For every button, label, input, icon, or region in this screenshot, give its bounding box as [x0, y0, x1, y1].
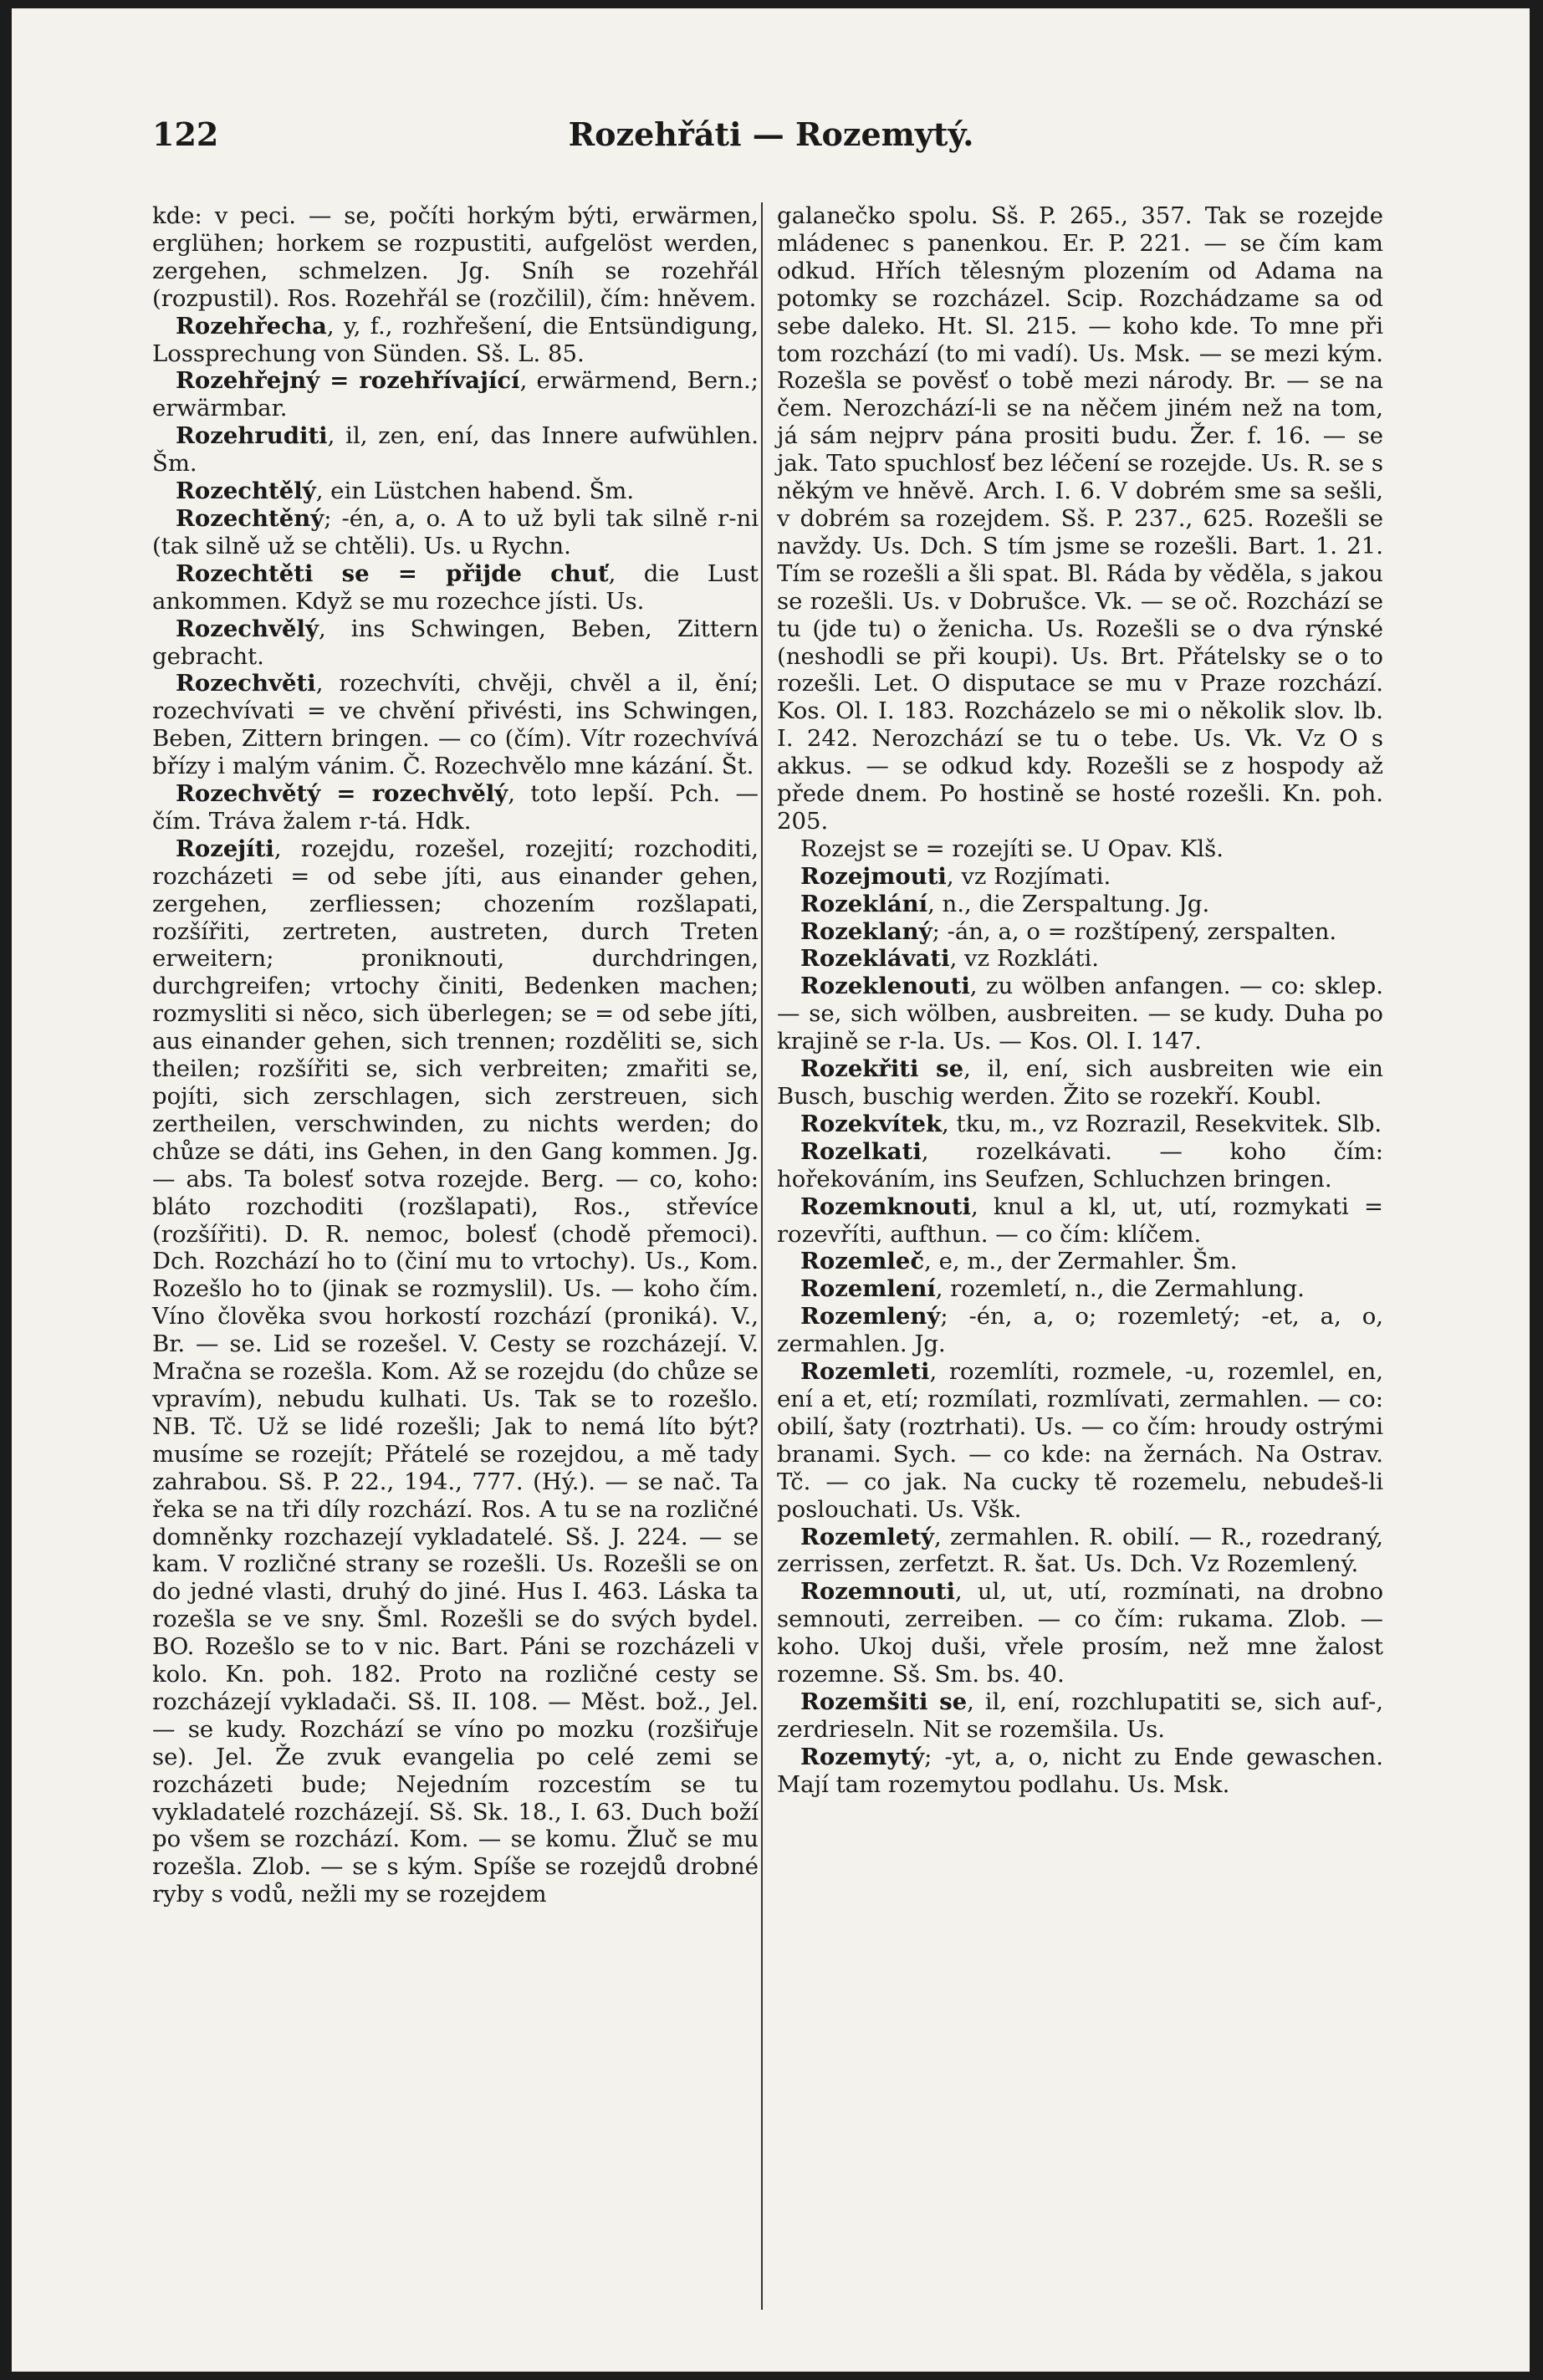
headword: Rozemknouti	[800, 1193, 971, 1220]
left-column	[152, 202, 759, 1908]
headword: Rozehřejný = rozehřívající	[176, 367, 520, 395]
column-divider	[761, 202, 763, 2310]
dictionary-entry: Rozechvělý, ins Schwingen, Beben, Zittern gebracht.	[152, 615, 759, 670]
dictionary-page	[12, 8, 1530, 2372]
headword: Rozeklávati	[800, 945, 950, 973]
right-column	[777, 202, 1383, 1799]
dictionary-entry: Rozejmouti, vz Rozjímati.	[800, 862, 1111, 890]
headword: Rozeklenouti	[800, 973, 970, 1000]
headword: Rozemytý	[800, 1743, 925, 1770]
headword: Rozejíti	[176, 835, 274, 862]
headword: Rozejmouti	[800, 862, 947, 890]
headword: Rozechtěti se = přijde chuť	[176, 559, 609, 587]
page-number: 122	[152, 115, 219, 153]
dictionary-entry: Rozehruditi, il, zen, ení, das Innere aufwühlen. Šm.	[152, 422, 759, 478]
dictionary-entry: Rozehřejný = rozehřívající, erwärmend, Bern.; erwärmbar.	[152, 367, 759, 422]
headword: Rozechvěti	[176, 670, 316, 697]
headword: Rozechvělý	[176, 615, 319, 642]
dictionary-entry: Rozeklávati, vz Rozkláti.	[800, 945, 1100, 973]
headword: Rozechvětý = rozechvělý	[176, 780, 508, 808]
headword: Rozehřecha	[176, 312, 327, 340]
headword: Rozehruditi	[176, 422, 328, 450]
dictionary-entry: Rozechtělý, ein Lüstchen habend. Šm.	[176, 478, 635, 505]
headword: Rozemleč	[800, 1248, 925, 1275]
headword: Rozemlený	[800, 1303, 941, 1330]
dictionary-entry: Rozemletý, zermahlen. R. obilí. — R., rozedraný, zerrissen, zerfetzt. R. šat. Us. Dch. Vz Rozemlený.	[777, 1523, 1383, 1578]
dictionary-entry: Rozemšiti se, il, ení, rozchlupatiti se, sich auf-, zerdrieseln. Nit se rozemšila. Us.	[777, 1688, 1383, 1743]
dictionary-entry: Rozelkati, rozelkávati. — koho čím: hořekováním, ins Seufzen, Schluchzen bringen.	[777, 1137, 1383, 1193]
headword: Rozemnouti	[800, 1578, 955, 1606]
dictionary-entry: Rozemlení, rozemletí, n., die Zermahlung.	[800, 1275, 1305, 1303]
dictionary-entry: Rozehřecha, y, f., rozhřešení, die Entsündigung, Lossprechung von Sünden. Sš. L. 85.	[152, 312, 759, 367]
dictionary-entry: Rozemleti, rozemlíti, rozmele, -u, rozemlel, en, ení a et, etí; rozmílati, rozmlívati, zermahlen. — co: obilí, šaty (roztrhati). Us. — co čím: hroudy ostrými branami. Sych. — co kde: na žernách. Na Ostrav. Tč. — co jak. Na cucky tě rozemelu, nebudeš-li poslouchati. Us. Všk.	[777, 1358, 1383, 1523]
dictionary-entry: galanečko spolu. Sš. P. 265., 357. Tak se rozejde mládenec s panenkou. Er. P. 221. — se čím kam odkud. Hřích tělesným plozením od Adama na potomky se rozcházel. Scip. Rozchádzame sa od sebe daleko. Ht. Sl. 215. — koho kde. To mne při tom rozchází (to mi vadí). Us. Msk. — se mezi kým. Rozešla se pověsť o tobě mezi národy. Br. — se na čem. Nerozchází-li se na něčem jiném než na tom, já sám nejprv pána prositi budu. Žer. f. 16. — se jak. Tato spuchlosť bez léčení se rozejde. Us. R. se s někým ve hněvě. Arch. I. 6. V dobrém sme sa sešli, v dobrém sa rozejdem. Sš. P. 237., 625. Rozešli se navždy. Us. Dch. S tím jsme se rozešli. Bart. 1. 21. Tím se rozešli a šli spat. Bl. Ráda by věděla, s jakou se rozešli. Us. v Dobrušce. Vk. — se oč. Rozchází se tu (jde tu) o ženicha. Us. Rozešli se o dva rýnské (neshodli se při koupi). Us. Brt. Přátelsky se o to rozešli. Let. O disputace se mu v Praze rozchází. Kos. Ol. I. 183. Rozcházelo se mi o několik slov. lb. I. 242. Nerozchází se tu o tebe. Us. Vk. Vz O s akkus. — se odkud kdy. Rozešli se z hospody až přede dnem. Po hostině se hosté rozešli. Kn. poh. 205.	[777, 202, 1383, 835]
dictionary-entry: Rozeklenouti, zu wölben anfangen. — co: sklep. — se, sich wölben, ausbreiten. — se kudy. Duha po krajině se r-la. Us. — Kos. Ol. I. 147.	[777, 973, 1383, 1055]
dictionary-entry: Rozejíti, rozejdu, rozešel, rozejití; rozchoditi, rozcházeti = od sebe jíti, aus einander gehen, zergehen, zerfliessen; chozením rozšlapati, rozšířiti, zertreten, austreten, durch Treten erweitern; proniknouti, durchdringen, durchgreifen; vrtochy činiti, Bedenken machen; rozmysliti si něco, sich überlegen; se = od sebe jíti, aus einander gehen, sich trennen; rozděliti se, sich theilen; rozšířiti se, sich verbreiten; zmařiti se, pojíti, sich zerschlagen, sich zerstreuen, sich zertheilen, verschwinden, zu nichts werden; do chůze se dáti, ins Gehen, in den Gang kommen. Jg. — abs. Ta bolesť sotva rozejde. Berg. — co, koho: bláto rozchoditi (rozšlapati), Ros., střevíce (rozšířiti). D. R. nemoc, bolesť (chodě přemoci). Dch. Rozchází ho to (činí mu to vrtochy). Us., Kom. Rozešlo ho to (jinak se rozmyslil). Us. — koho čím. Víno člověka svou horkostí rozchází (proniká). V., Br. — se. Lid se rozešel. V. Cesty se rozcházejí. V. Mračna se rozešla. Kom. Až se rozejdu (do chůze se vpravím), nebudu kulhati. Us. Tak se to rozešlo. NB. Tč. Už se lidé rozešli; Jak to nemá líto být? musíme se rozejít; Přátelé se rozejdou, a mě tady zahrabou. Sš. P. 22., 194., 777. (Hý.). — se nač. Ta řeka se na tři díly rozchází. Ros. A tu se na rozličné domněnky rozchazejí vykladatelé. Sš. J. 224. — se kam. V rozličné strany se rozešli. Us. Rozešli se on do jedné vlasti, druhý do jiné. Hus I. 463. Láska ta rozešla se ve sny. Šml. Rozešli se do svých bydel. BO. Rozešlo se to v nic. Bart. Páni se rozcházeli v kolo. Kn. poh. 182. Proto na rozličné cesty se rozcházejí vykladači. Sš. II. 108. — Měst. bož., Jel. — se kudy. Rozchází se víno po mozku (rozšiřuje se). Jel. Že zvuk evangelia po celé zemi se rozcházeti bude; Nejedním rozcestím se tu vykladatelé rozcházejí. Sš. Sk. 18., I. 63. Duch boží po všem se rozchází. Kom. — se komu. Žluč se mu rozešla. Zlob. — se s kým. Spíše se rozejdů drobné ryby s vodů, nežli my se rozejdem	[152, 835, 759, 1908]
headword: Rozelkati	[800, 1137, 922, 1165]
page-header	[152, 115, 1390, 166]
dictionary-entry: Rozechvěti, rozechvíti, chvěji, chvěl a il, ění; rozechvívati = ve chvění přivésti, ins Schwingen, Beben, Zittern bringen. — co (čím). Vítr rozechvívá břízy i malým vánim. Č. Rozechvělo mne kázání. Št.	[152, 670, 759, 780]
headword: Rozekvítek	[800, 1110, 943, 1137]
dictionary-entry: Rozekvítek, tku, m., vz Rozrazil, Resekvitek. Slb.	[800, 1110, 1382, 1137]
dictionary-entry: Rozemleč, e, m., der Zermahler. Šm.	[800, 1248, 1238, 1275]
dictionary-entry: Rozeklaný; -án, a, o = rozštípený, zerspalten.	[800, 917, 1337, 945]
dictionary-entry: Rozekřiti se, il, ení, sich ausbreiten wie ein Busch, buschig werden. Žito se rozekří. Koubl.	[777, 1055, 1383, 1110]
headword: Rozekřiti se	[800, 1055, 964, 1083]
dictionary-entry: Rozechvětý = rozechvělý, toto lepší. Pch. — čím. Tráva žalem r-tá. Hdk.	[152, 780, 759, 835]
dictionary-entry: Rozemknouti, knul a kl, ut, utí, rozmykati = rozevříti, aufthun. — co čím: klíčem.	[777, 1193, 1383, 1248]
dictionary-entry: kde: v peci. — se, počíti horkým býti, erwärmen, erglühen; horkem se rozpustiti, aufgelöst werden, zergehen, schmelzen. Jg. Sníh se rozehřál (rozpustil). Ros. Rozehřál se (rozčilil), čím: hněvem.	[152, 202, 759, 312]
dictionary-entry: Rozemnouti, ul, ut, utí, rozmínati, na drobno semnouti, zerreiben. — co čím: rukama. Zlob. — koho. Ukoj duši, vřele prosím, než mne žalost rozemne. Sš. Sm. bs. 40.	[777, 1578, 1383, 1688]
dictionary-entry: Rozechtěti se = přijde chuť, die Lust ankommen. Když se mu rozechce jísti. Us.	[152, 559, 759, 615]
dictionary-entry: Rozemytý; -yt, a, o, nicht zu Ende gewaschen. Mají tam rozemytou podlahu. Us. Msk.	[777, 1743, 1383, 1798]
headword: Rozeklání	[800, 890, 928, 917]
headword: Rozemletý	[800, 1523, 935, 1550]
running-head: Rozehřáti — Rozemytý.	[568, 115, 974, 153]
dictionary-entry: Rozejst se = rozejíti se. U Opav. Klš.	[800, 835, 1224, 862]
dictionary-entry: Rozeklání, n., die Zerspaltung. Jg.	[800, 890, 1210, 917]
headword: Rozeklaný	[800, 917, 932, 945]
dictionary-entry: Rozemlený; -én, a, o; rozemletý; -et, a, o, zermahlen. Jg.	[777, 1303, 1383, 1358]
headword: Rozemšiti se	[800, 1688, 968, 1715]
dictionary-entry: Rozechtěný; -én, a, o. A to už byli tak silně r-ni (tak silně už se chtěli). Us. u Rychn.	[152, 504, 759, 559]
headword: Rozechtělý	[176, 478, 316, 505]
headword: Rozechtěný	[176, 504, 324, 532]
headword: Rozemleti	[800, 1358, 930, 1386]
headword: Rozemlení	[800, 1275, 936, 1303]
